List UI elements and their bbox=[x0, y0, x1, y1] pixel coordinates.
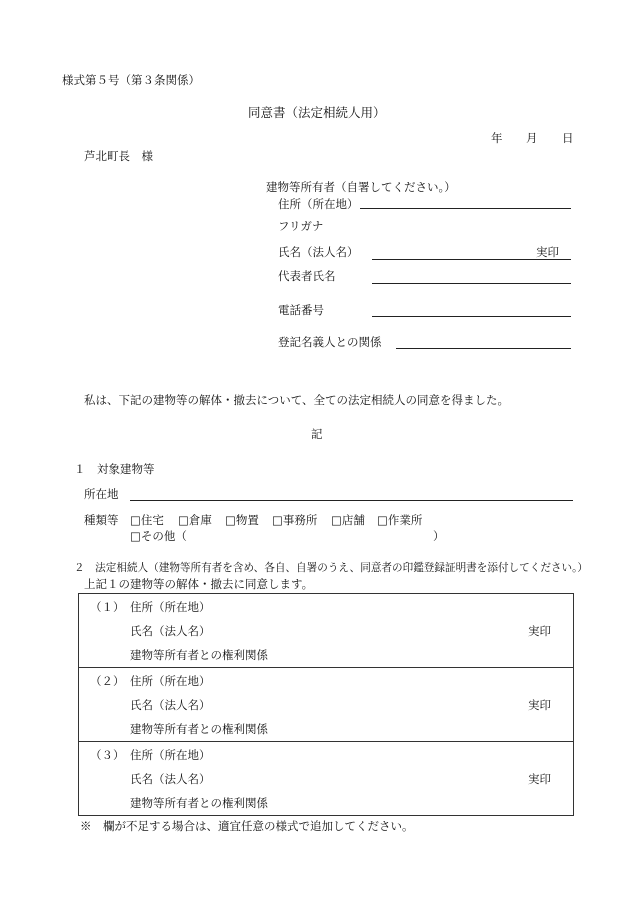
addressee: 芦北町長 様 bbox=[84, 149, 153, 163]
type-checkbox-house[interactable]: □住宅 bbox=[130, 513, 164, 527]
heirs-divider-1 bbox=[78, 667, 573, 668]
heir-2-num: （２） bbox=[90, 674, 125, 688]
owner-heading: 建物等所有者（自署してください。） bbox=[266, 180, 456, 194]
type-other-close: ） bbox=[433, 529, 445, 543]
consent-text: 上記１の建物等の解体・撤去に同意します。 bbox=[84, 577, 314, 591]
heir-1-address-label[interactable]: 住所（所在地） bbox=[130, 600, 211, 614]
section2-heading: ２ 法定相続人（建物等所有者を含め、各自、自署のうえ、同意者の印鑑登録証明書を添付してください。） bbox=[74, 562, 589, 574]
owner-relation-field[interactable] bbox=[396, 348, 571, 349]
heir-1-seal: 実印 bbox=[528, 624, 551, 638]
heir-3-name-label[interactable]: 氏名（法人名） bbox=[130, 772, 211, 786]
date-year-label: 年 bbox=[491, 131, 503, 145]
type-checkbox-warehouse[interactable]: □倉庫 bbox=[178, 513, 212, 527]
heir-2-seal: 実印 bbox=[528, 698, 551, 712]
ki-heading: 記 bbox=[311, 427, 323, 441]
owner-relation-label: 登記名義人との関係 bbox=[278, 335, 382, 349]
heir-2-relation-label[interactable]: 建物等所有者との権利関係 bbox=[130, 722, 268, 736]
page-title: 同意書（法定相続人用） bbox=[248, 105, 386, 120]
heir-2-name-label[interactable]: 氏名（法人名） bbox=[130, 698, 211, 712]
type-checkbox-shed[interactable]: □物置 bbox=[225, 513, 259, 527]
location-field[interactable] bbox=[130, 500, 573, 501]
footnote: ※ 欄が不足する場合は、適宜任意の様式で追加してください。 bbox=[80, 819, 414, 833]
heir-3-num: （３） bbox=[90, 748, 125, 762]
heir-1-num: （１） bbox=[90, 600, 125, 614]
heir-3-seal: 実印 bbox=[528, 772, 551, 786]
type-label: 種類等 bbox=[84, 513, 119, 527]
heir-2-address-label[interactable]: 住所（所在地） bbox=[130, 674, 211, 688]
type-checkbox-office[interactable]: □事務所 bbox=[272, 513, 318, 527]
form-number: 様式第５号（第３条関係） bbox=[62, 73, 200, 87]
owner-address-field[interactable] bbox=[360, 208, 571, 209]
owner-rep-label: 代表者氏名 bbox=[278, 269, 336, 283]
date-month-label: 月 bbox=[526, 131, 538, 145]
heir-3-address-label[interactable]: 住所（所在地） bbox=[130, 748, 211, 762]
heir-1-name-label[interactable]: 氏名（法人名） bbox=[130, 624, 211, 638]
type-checkbox-shop[interactable]: □店舗 bbox=[331, 513, 365, 527]
heir-1-relation-label[interactable]: 建物等所有者との権利関係 bbox=[130, 648, 268, 662]
heirs-divider-2 bbox=[78, 741, 573, 742]
type-checkbox-workshop[interactable]: □作業所 bbox=[377, 513, 423, 527]
type-checkbox-other[interactable]: □その他（ bbox=[130, 529, 187, 543]
owner-phone-label: 電話番号 bbox=[278, 303, 324, 317]
location-label: 所在地 bbox=[84, 487, 119, 501]
owner-address-label: 住所（所在地） bbox=[278, 197, 359, 211]
owner-phone-field[interactable] bbox=[372, 316, 571, 317]
owner-rep-field[interactable] bbox=[372, 283, 571, 284]
owner-seal-label: 実印 bbox=[536, 245, 559, 259]
heir-3-relation-label[interactable]: 建物等所有者との権利関係 bbox=[130, 796, 268, 810]
declaration-text: 私は、下記の建物等の解体・撤去について、全ての法定相続人の同意を得ました。 bbox=[84, 393, 510, 407]
owner-furigana-label: フリガナ bbox=[278, 219, 324, 233]
owner-name-field[interactable] bbox=[372, 259, 571, 260]
section1-heading: １ 対象建物等 bbox=[74, 462, 155, 476]
owner-name-label: 氏名（法人名） bbox=[278, 245, 359, 259]
date-day-label: 日 bbox=[562, 131, 574, 145]
